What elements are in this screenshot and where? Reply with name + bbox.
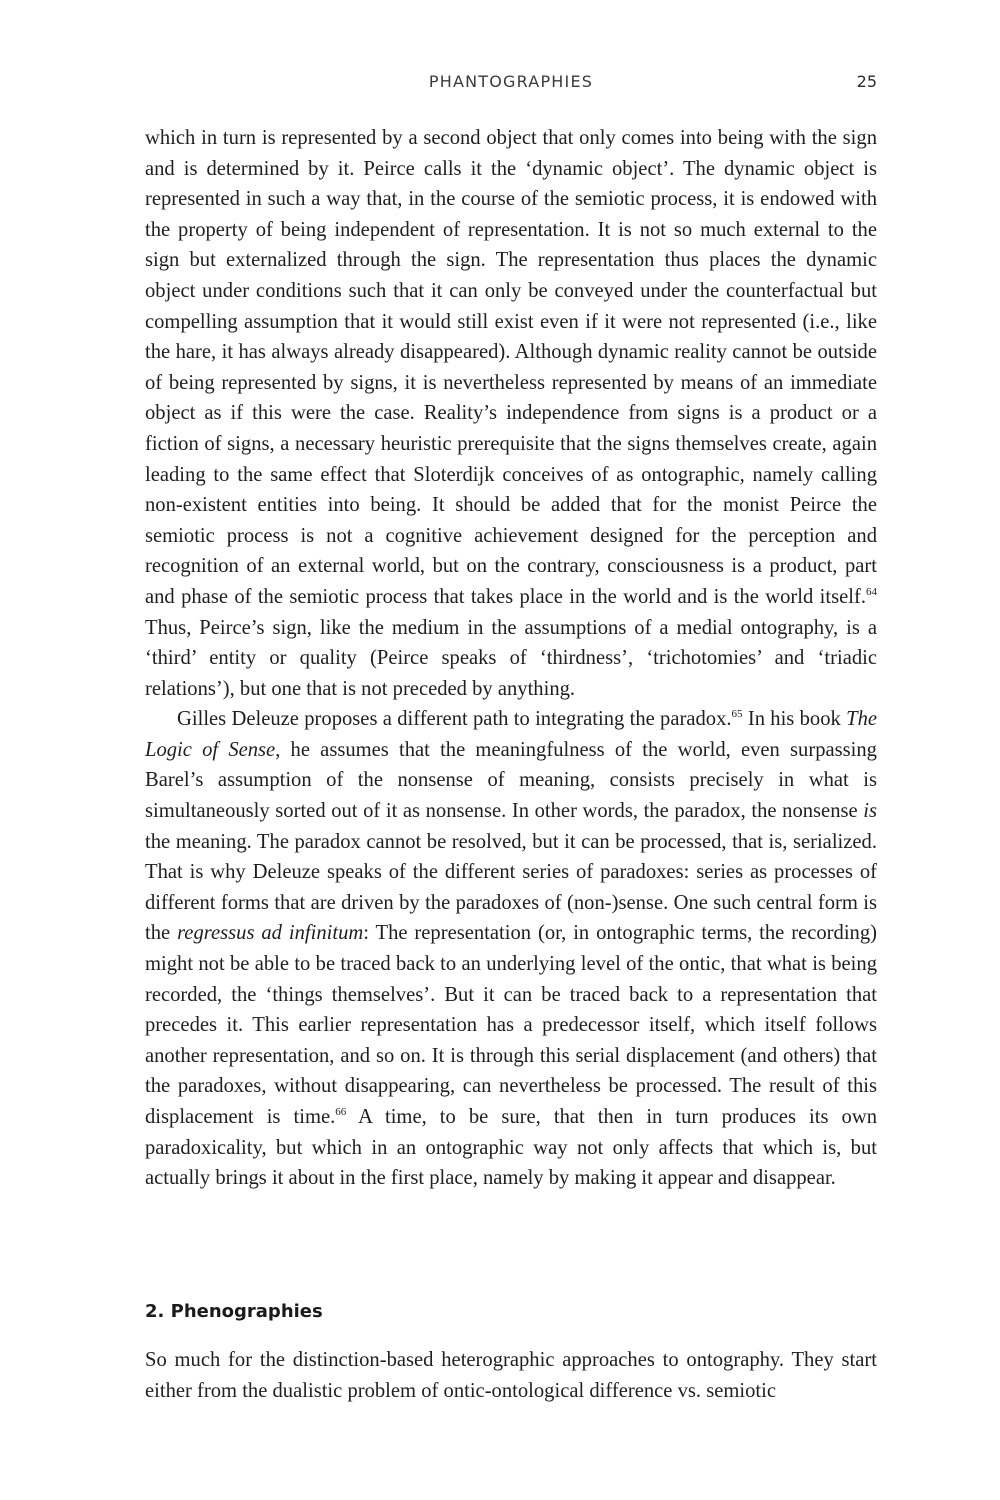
emphasis: is [863,800,877,823]
main-text-block [145,123,877,1194]
paragraph-text: the meaning. The paradox cannot be resolved, but it can be processed, that is, serialized. That is why Deleuze speaks of the different series of paradoxes: series as processes of different forms that are driven by the paradoxes of (non-)sense. One such central form is the [145,830,877,945]
page-number: 25 [856,72,877,91]
paragraph-peirce [145,123,877,704]
footnote-ref-66: 66 [335,1106,347,1118]
paragraph-text: A time, to be sure, that then in turn produces its own paradoxicality, but which in an ontographic way not only affects that which is, but actually brings it about in the first place, namely by making it appear and disappear. [145,1106,878,1190]
section-text-block [145,1345,877,1406]
paragraph-text: : The representation (or, in ontographic terms, the recording) might not be able to be traced back to an underlying level of the ontic, that what is being recorded, the ‘things themselves’. But it can be traced back to a representation that precedes it. This earlier representation has a predecessor itself, which itself follows another representation, and so on. It is through this serial displacement (and others) that the paradoxes, without disappearing, can nevertheless be processed. The result of this displacement is time. [145,922,877,1128]
section-heading: 2. Phenographies [145,1301,323,1322]
paragraph-text: Thus, Peirce’s sign, like the medium in the assumptions of a medial ontography, is a ‘third’ entity or quality (Peirce speaks of ‘thirdness’, ‘trichotomies’ and ‘triadic relations’), but one that is not preceded by anything. [145,616,877,700]
paragraph-text: , he assumes that the meaningfulness of the world, even surpassing Barel’s assumption of the nonsense of meaning, consists precisely in what is simultaneously sorted out of it as nonsense. In other words, the paradox, the nonsense [145,738,877,823]
paragraph-text: which in turn is represented by a second object that only comes into being with the sign and is determined by it. Peirce calls it the ‘dynamic object’. The dynamic object is represented in such a way that, in the course of the semiotic process, it is endowed with the property of being independent of representation. It is not so much external to the sign but externalized through the sign. The representation thus places the dynamic object under conditions such that it can only be conveyed under the counterfactual but compelling assumption that it would still exist even if it were not represented (i.e., like the hare, it has always already disappeared). Although dynamic reality cannot be outside of being represented by signs, it is nevertheless represented by means of an immediate object as if this were the case. Reality’s independence from signs is a product or a fiction of signs, a necessary heuristic prerequisite that the signs themselves create, again leading to the same effect that Sloterdijk conceives of as ontographic, namely calling non-existent entities into being. It should be added that for the monist Peirce the semiotic process is not a cognitive achievement designed for the perception and recognition of an external world, but on the contrary, consciousness is a product, part and phase of the semiotic process that takes place in the world and is the world itself. [145,127,877,608]
latin-term: regressus ad infinitum [177,922,364,945]
paragraph-text: Gilles Deleuze proposes a different path to integrating the paradox. [177,708,732,731]
running-title: PHANTOGRAPHIES [428,72,594,91]
running-head [145,72,877,94]
book-title: The Logic of Sense [145,708,877,761]
paragraph-phenographies: So much for the distinction-based heterographic approaches to ontography. They start either from the dualistic problem of ontic-ontological difference vs. semiotic [145,1349,877,1402]
paragraph-deleuze [145,704,877,1194]
paragraph-text: In his book [742,708,847,731]
footnote-ref-65: 65 [731,708,743,721]
footnote-ref-64: 64 [866,585,877,598]
